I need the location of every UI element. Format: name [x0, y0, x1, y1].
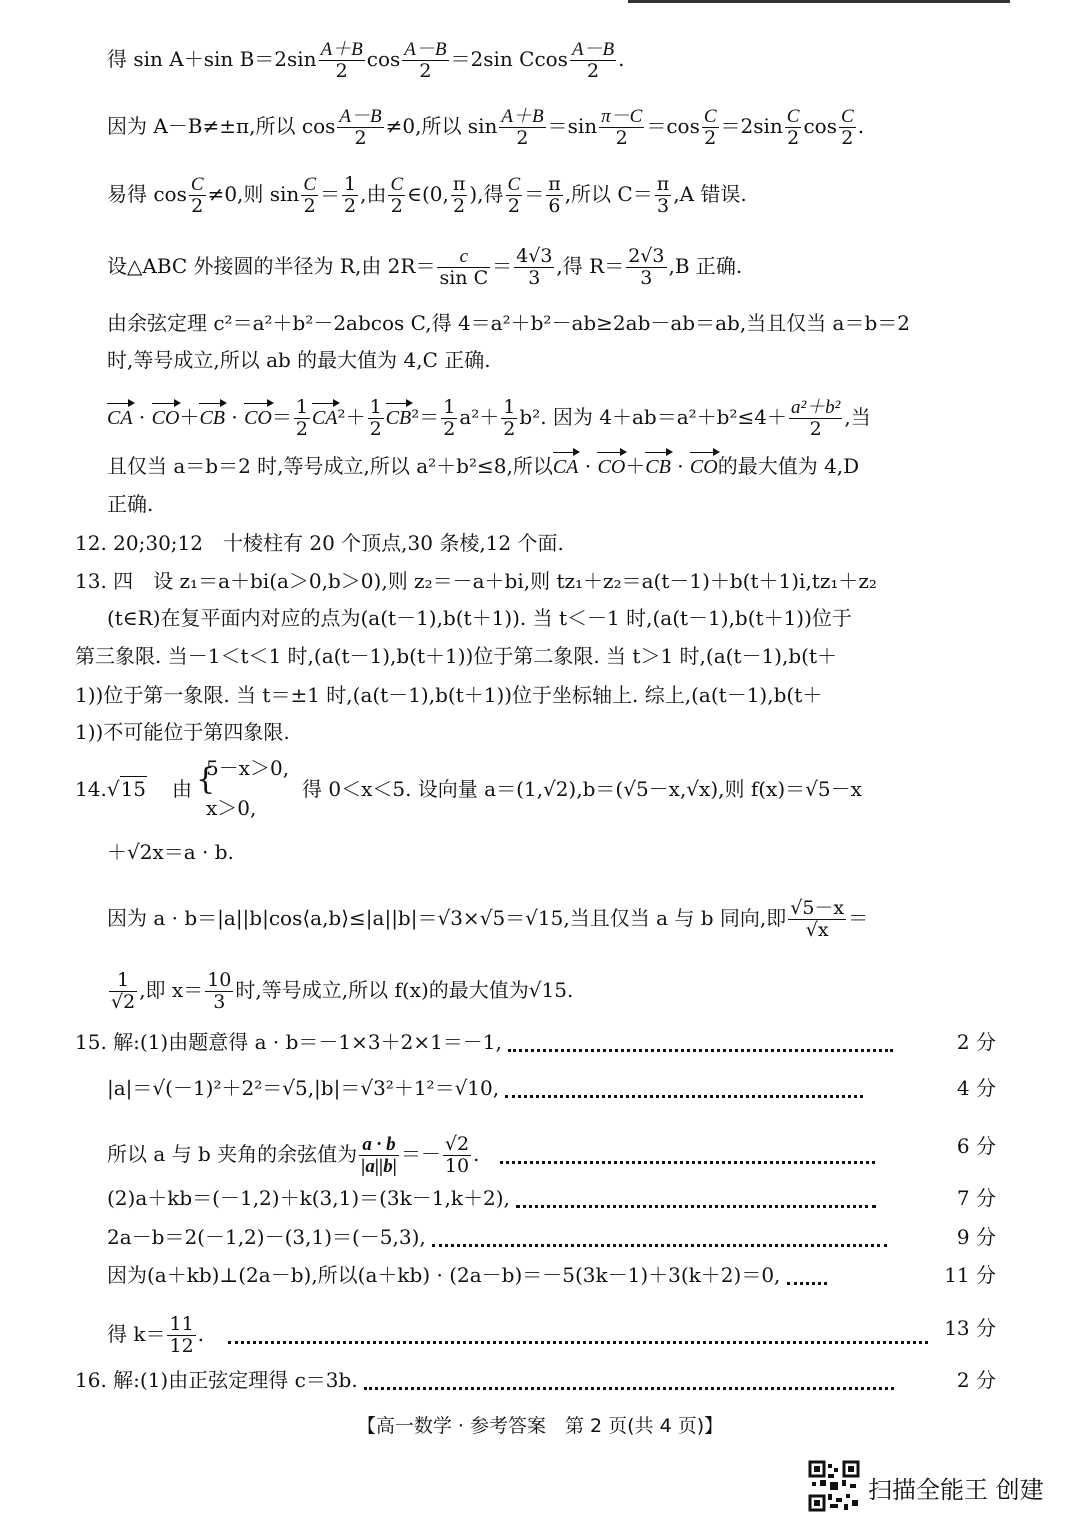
answer-15-line-1: 15. 解:(1)由题意得 a · b＝－1×3＋2×1＝－1, — [75, 1030, 893, 1054]
score-6: 6 分 — [956, 1134, 996, 1158]
answer-15-line-5: 2a－b＝2(－1,2)－(3,1)＝(－5,3), — [107, 1225, 887, 1249]
answer-14-line-2: ＋√2x＝a · b. — [107, 840, 234, 864]
answer-15-line-3: 所以 a 与 b 夹角的余弦值为 $\frac{a \cdot b}{|a||b|}$ ＝－ $\frac{√2}{10}$ . — [107, 1134, 875, 1177]
answer-14-line-1: 14.√15 — [75, 777, 147, 801]
score-9: 9 分 — [956, 1225, 996, 1249]
answer-13-line-2: (t∈R)在复平面内对应的点为(a(t－1),b(t＋1)). 当 t＜－1 时,(a(t－1),b(t＋1))位于 — [107, 606, 852, 630]
answer-14-you: 由 — [172, 777, 192, 801]
qr-code-icon — [808, 1460, 860, 1512]
line-7: CA · CO＋CB · CO＝ $\frac{1}{2}$ CA²＋ $\frac{1}{2}$ CB²＝ $\frac{1}{2}$ a²＋ $\frac{1}{2}$ b². 因为 4＋ab＝a²＋b²≤4＋ $\frac{\text{a²＋b²}}{2}$ ,当 — [107, 396, 871, 440]
brace: { — [196, 762, 216, 797]
answer-15-line-6: 因为(a＋kb)⊥(2a－b),所以(a＋kb) · (2a－b)＝－5(3k－1)＋3(k＋2)＝0, — [107, 1263, 827, 1287]
vector-cb: CB — [199, 407, 225, 429]
condition-2: x＞0, — [206, 796, 257, 820]
score-4: 4 分 — [956, 1076, 996, 1100]
answer-13-line-4: 1))位于第一象限. 当 t＝±1 时,(a(t－1),b(t＋1))位于坐标轴上. 综上,(a(t－1),b(t＋ — [75, 683, 823, 707]
line-1: 得 sin A＋sin B＝2sin $\frac{A+B}{2}$ cos $\frac{A-B}{2}$ ＝2sin Ccos $\frac{A-B}{2}$ . — [107, 39, 625, 82]
scanner-watermark: 扫描全能王 创建 — [868, 1476, 1044, 1504]
answer-15-line-2: |a|＝√(－1)²＋2²＝√5,|b|＝√3²＋1²＝√10, — [107, 1076, 863, 1100]
vector-co: CO — [244, 407, 272, 429]
score-7: 7 分 — [956, 1186, 996, 1210]
answer-15-line-4: (2)a＋kb＝(－1,2)＋k(3,1)＝(3k－1,k＋2), — [107, 1186, 876, 1210]
answer-15-line-7: 得 k＝ $\frac{11}{12}$ . — [107, 1314, 928, 1357]
line-2: 因为 A－B≠±π,所以 cos $\frac{A-B}{2}$ ≠0,所以 sin $\frac{A+B}{2}$ ＝sin $\frac{\pi-C}{2}$ ＝cos $\frac{C}{2}$ ＝2sin $\frac{C}{2}$ cos $\frac{C}{2}$ . — [107, 106, 865, 149]
condition-1: 5－x＞0, — [206, 756, 290, 780]
answer-13-line-1: 13. 四 设 z₁＝a＋bi(a＞0,b＞0),则 z₂＝－a＋bi,则 tz₁＋z₂＝a(t－1)＋b(t＋1)i,tz₁＋z₂ — [75, 569, 877, 593]
score-13: 13 分 — [944, 1316, 996, 1340]
answer-14-rest: 得 0＜x＜5. 设向量 a＝(1,√2),b＝(√5－x,√x),则 f(x)＝√5－x — [302, 777, 862, 801]
line-6: 时,等号成立,所以 ab 的最大值为 4,C 正确. — [107, 348, 491, 372]
line-8: 且仅当 a＝b＝2 时,等号成立,所以 a²＋b²≤8,所以CA · CO＋CB · CO的最大值为 4,D — [107, 454, 860, 478]
score-16-2: 2 分 — [956, 1368, 996, 1392]
page-footer: 【高一数学 · 参考答案 第 2 页(共 4 页)】 — [356, 1415, 724, 1437]
top-rule — [628, 0, 1010, 3]
vector-co: CO — [151, 407, 180, 429]
score-11: 11 分 — [944, 1263, 996, 1287]
answer-14-line-3: 因为 a · b＝|a||b|cos⟨a,b⟩≤|a||b|＝√3×√5＝√15,当且仅当 a 与 b 同向,即 $\frac{√5-x}{√x}$ ＝ — [107, 897, 869, 941]
line-4: 设△ABC 外接圆的半径为 R,由 2R＝ $\frac{c}{\text{sin C}}$ ＝ $\frac{4√3}{3}$ ,得 R＝ $\frac{2√3}{3}$ ,B 正确. — [107, 245, 743, 289]
answer-12: 12. 20;30;12 十棱柱有 20 个顶点,30 条棱,12 个面. — [75, 531, 564, 555]
answer-14-line-4: $\frac{1}{√2}$ ,即 x＝ $\frac{10}{3}$ 时,等号成立,所以 f(x)的最大值为√15. — [111, 969, 574, 1013]
answer-16-line-1: 16. 解:(1)由正弦定理得 c＝3b. — [75, 1368, 894, 1392]
answer-13-line-3: 第三象限. 当－1＜t＜1 时,(a(t－1),b(t＋1))位于第二象限. 当 t＞1 时,(a(t－1),b(t＋ — [75, 644, 837, 668]
line-5: 由余弦定理 c²＝a²＋b²－2abcos C,得 4＝a²＋b²－ab≥2ab－ab＝ab,当且仅当 a＝b＝2 — [107, 311, 910, 335]
answer-13-line-5: 1))不可能位于第四象限. — [75, 720, 290, 744]
line-9: 正确. — [107, 492, 154, 516]
line-3: 易得 cos $\frac{C}{2}$ ≠0,则 sin $\frac{C}{2}$ ＝ $\frac{1}{2}$ ,由 $\frac{C}{2}$ ∈(0, $\frac{\pi}{2}$ ),得 $\frac{C}{2}$ ＝ $\frac{\pi}{6}$ ,所以 C＝ $\frac{\pi}{3}$ ,A 错误. — [107, 173, 747, 217]
vector-ca: CA — [107, 407, 133, 429]
score-2: 2 分 — [956, 1030, 996, 1054]
